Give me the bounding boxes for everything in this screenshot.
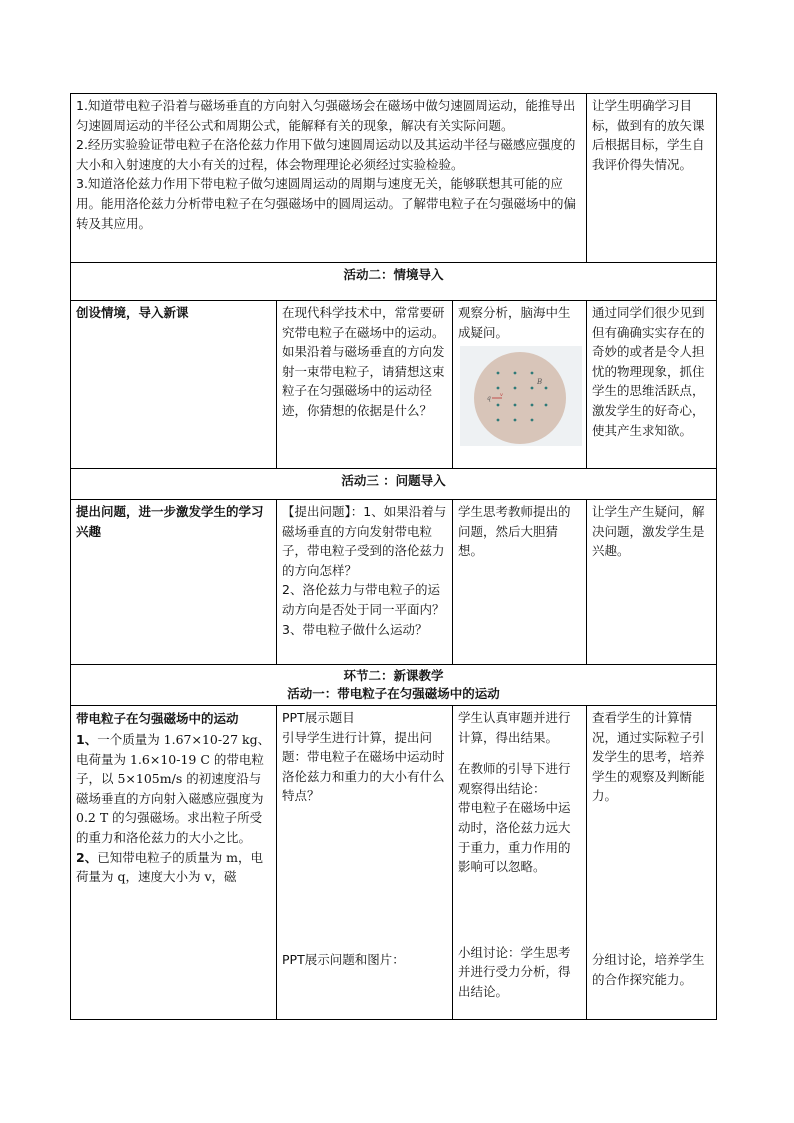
activity1-intent-1: 查看学生的计算情况，通过实际粒子引发学生的思考，培养学生的观察及判断能力。 xyxy=(592,710,705,804)
problem-1 xyxy=(76,730,271,848)
activity3-student: 学生思考教师提出的问题，然后大胆猜想。 xyxy=(453,500,587,665)
problem-2-number: 2、 xyxy=(76,849,98,865)
section2-title: 环节二：新课教学 xyxy=(343,668,444,683)
goals-cell xyxy=(71,94,587,263)
activity1-teacher-cell xyxy=(277,706,453,1020)
problem-2-text: 已知带电粒子的质量为 m，电荷量为 q，速度大小为 v，磁 xyxy=(76,849,264,885)
activity2-left: 创设情境，导入新课 xyxy=(71,301,277,469)
section2-title-cell xyxy=(71,665,717,706)
activity1-teacher-a: PPT展示题目 xyxy=(282,710,355,725)
activity3-question: 2、洛伦兹力与带电粒子的运动方向是否处于同一平面内？ xyxy=(282,582,445,617)
goal-item: 2.经历实验验证带电粒子在洛伦兹力作用下做匀速圆周运动以及其运动半径与磁感应强度的大小和入射速度的大小有关的过程，体会物理理论必须经过实验检验。 xyxy=(76,137,576,172)
activity2-student-cell xyxy=(453,301,587,469)
activity1-student-2: 小组讨论：学生思考并进行受力分析，得出结论。 xyxy=(458,944,571,999)
activity3-row xyxy=(71,500,717,665)
section-header-row xyxy=(71,263,717,301)
activity3-question: 3、带电粒子做什么运动？ xyxy=(282,621,428,637)
lesson-plan-table xyxy=(70,93,717,1020)
activity3-teacher-cell xyxy=(277,500,453,665)
magnetic-field-figure xyxy=(460,346,582,446)
activity1-intent-2: 分组讨论，培养学生的合作探究能力。 xyxy=(592,951,705,987)
activity2-row xyxy=(71,301,717,469)
activity1-left-cell xyxy=(71,706,277,1020)
field-label-b: B xyxy=(537,378,543,387)
section-header-row xyxy=(71,469,717,500)
activity1-student-cell xyxy=(453,706,587,1020)
activity2-intent: 通过同学们很少见到但有确确实实存在的奇妙的或者是令人担忧的物理现象，抓住学生的思维活跃点，激发学生的好奇心，使其产生求知欲。 xyxy=(587,301,717,469)
activity1-intent-cell xyxy=(587,706,717,1020)
activity2-title: 活动二：情境导入 xyxy=(71,263,717,301)
goals-row xyxy=(71,94,717,263)
activity3-intent: 让学生产生疑问，解决问题，激发学生是兴趣。 xyxy=(587,500,717,665)
activity3-title: 活动三 ：问题导入 xyxy=(71,469,717,500)
magnetic-field-diagram xyxy=(460,346,582,446)
goals-intent: 让学生明确学习目标，做到有的放矢课后根据目标，学生自我评价得失情况。 xyxy=(587,94,717,263)
section-header-row xyxy=(71,665,717,706)
activity1-title: 活动一：带电粒子在匀强磁场中的运动 xyxy=(287,686,500,701)
activity3-question: 【提出问题】：1、如果沿着与磁场垂直的方向发射带电粒子，带电粒子受到的洛伦兹力的方向怎样？ xyxy=(282,504,447,578)
charge-label-q: q xyxy=(487,395,491,403)
activity2-teacher: 在现代科学技术中，常常要研究带电粒子在磁场中的运动。如果沿着与磁场垂直的方向发射一束带电粒子，请猜想这束粒子在匀强磁场中的运动径迹，你猜想的依据是什么？ xyxy=(277,301,453,469)
activity1-teacher-2: PPT展示问题和图片： xyxy=(282,951,405,967)
problem-1-number: 1、 xyxy=(76,732,98,747)
goal-item: 3.知道洛伦兹力作用下带电粒子做匀速圆周运动的周期与速度无关，能够联想其可能的应用。能用洛伦兹力分析带电粒子在匀强磁场中的圆周运动。了解带电粒子在匀强磁场中的偏转及其应用。 xyxy=(76,176,577,231)
activity1-teacher-b: 引导学生进行计算，提出问题：带电粒子在磁场中运动时洛伦兹力和重力的大小有什么特点？ xyxy=(282,729,445,804)
velocity-label-v: v xyxy=(500,392,503,399)
activity3-left: 提出问题，进一步激发学生的学习兴趣 xyxy=(71,500,277,665)
activity1-student-a: 学生认真审题并进行计算，得出结果。 xyxy=(458,710,571,745)
activity1-row xyxy=(71,706,717,1020)
goal-item: 1.知道带电粒子沿着与磁场垂直的方向射入匀强磁场会在磁场中做匀速圆周运动，能推导出匀速圆周运动的半径公式和周期公式，能解释有关的现象，解决有关实际问题。 xyxy=(76,98,576,133)
activity1-left-title: 带电粒子在匀强磁场中的运动 xyxy=(76,711,239,726)
problem-1-text: 一个质量为 1.67×10-27 kg、电荷量为 1.6×10-19 C 的带电粒子，以 5×105m/s 的初速度沿与磁场垂直的方向射入磁感应强度为 0.2 T 的匀强磁场。求出粒子所受的重力和洛伦兹力的大小之比。 xyxy=(76,732,271,845)
activity1-student-c: 带电粒子在磁场中运动时，洛伦兹力远大于重力，重力作用的影响可以忽略。 xyxy=(458,800,571,875)
activity1-student-b: 在教师的引导下进行观察得出结论： xyxy=(458,761,571,796)
problem-2 xyxy=(76,848,271,887)
activity2-student: 观察分析，脑海中生成疑问。 xyxy=(458,305,571,340)
